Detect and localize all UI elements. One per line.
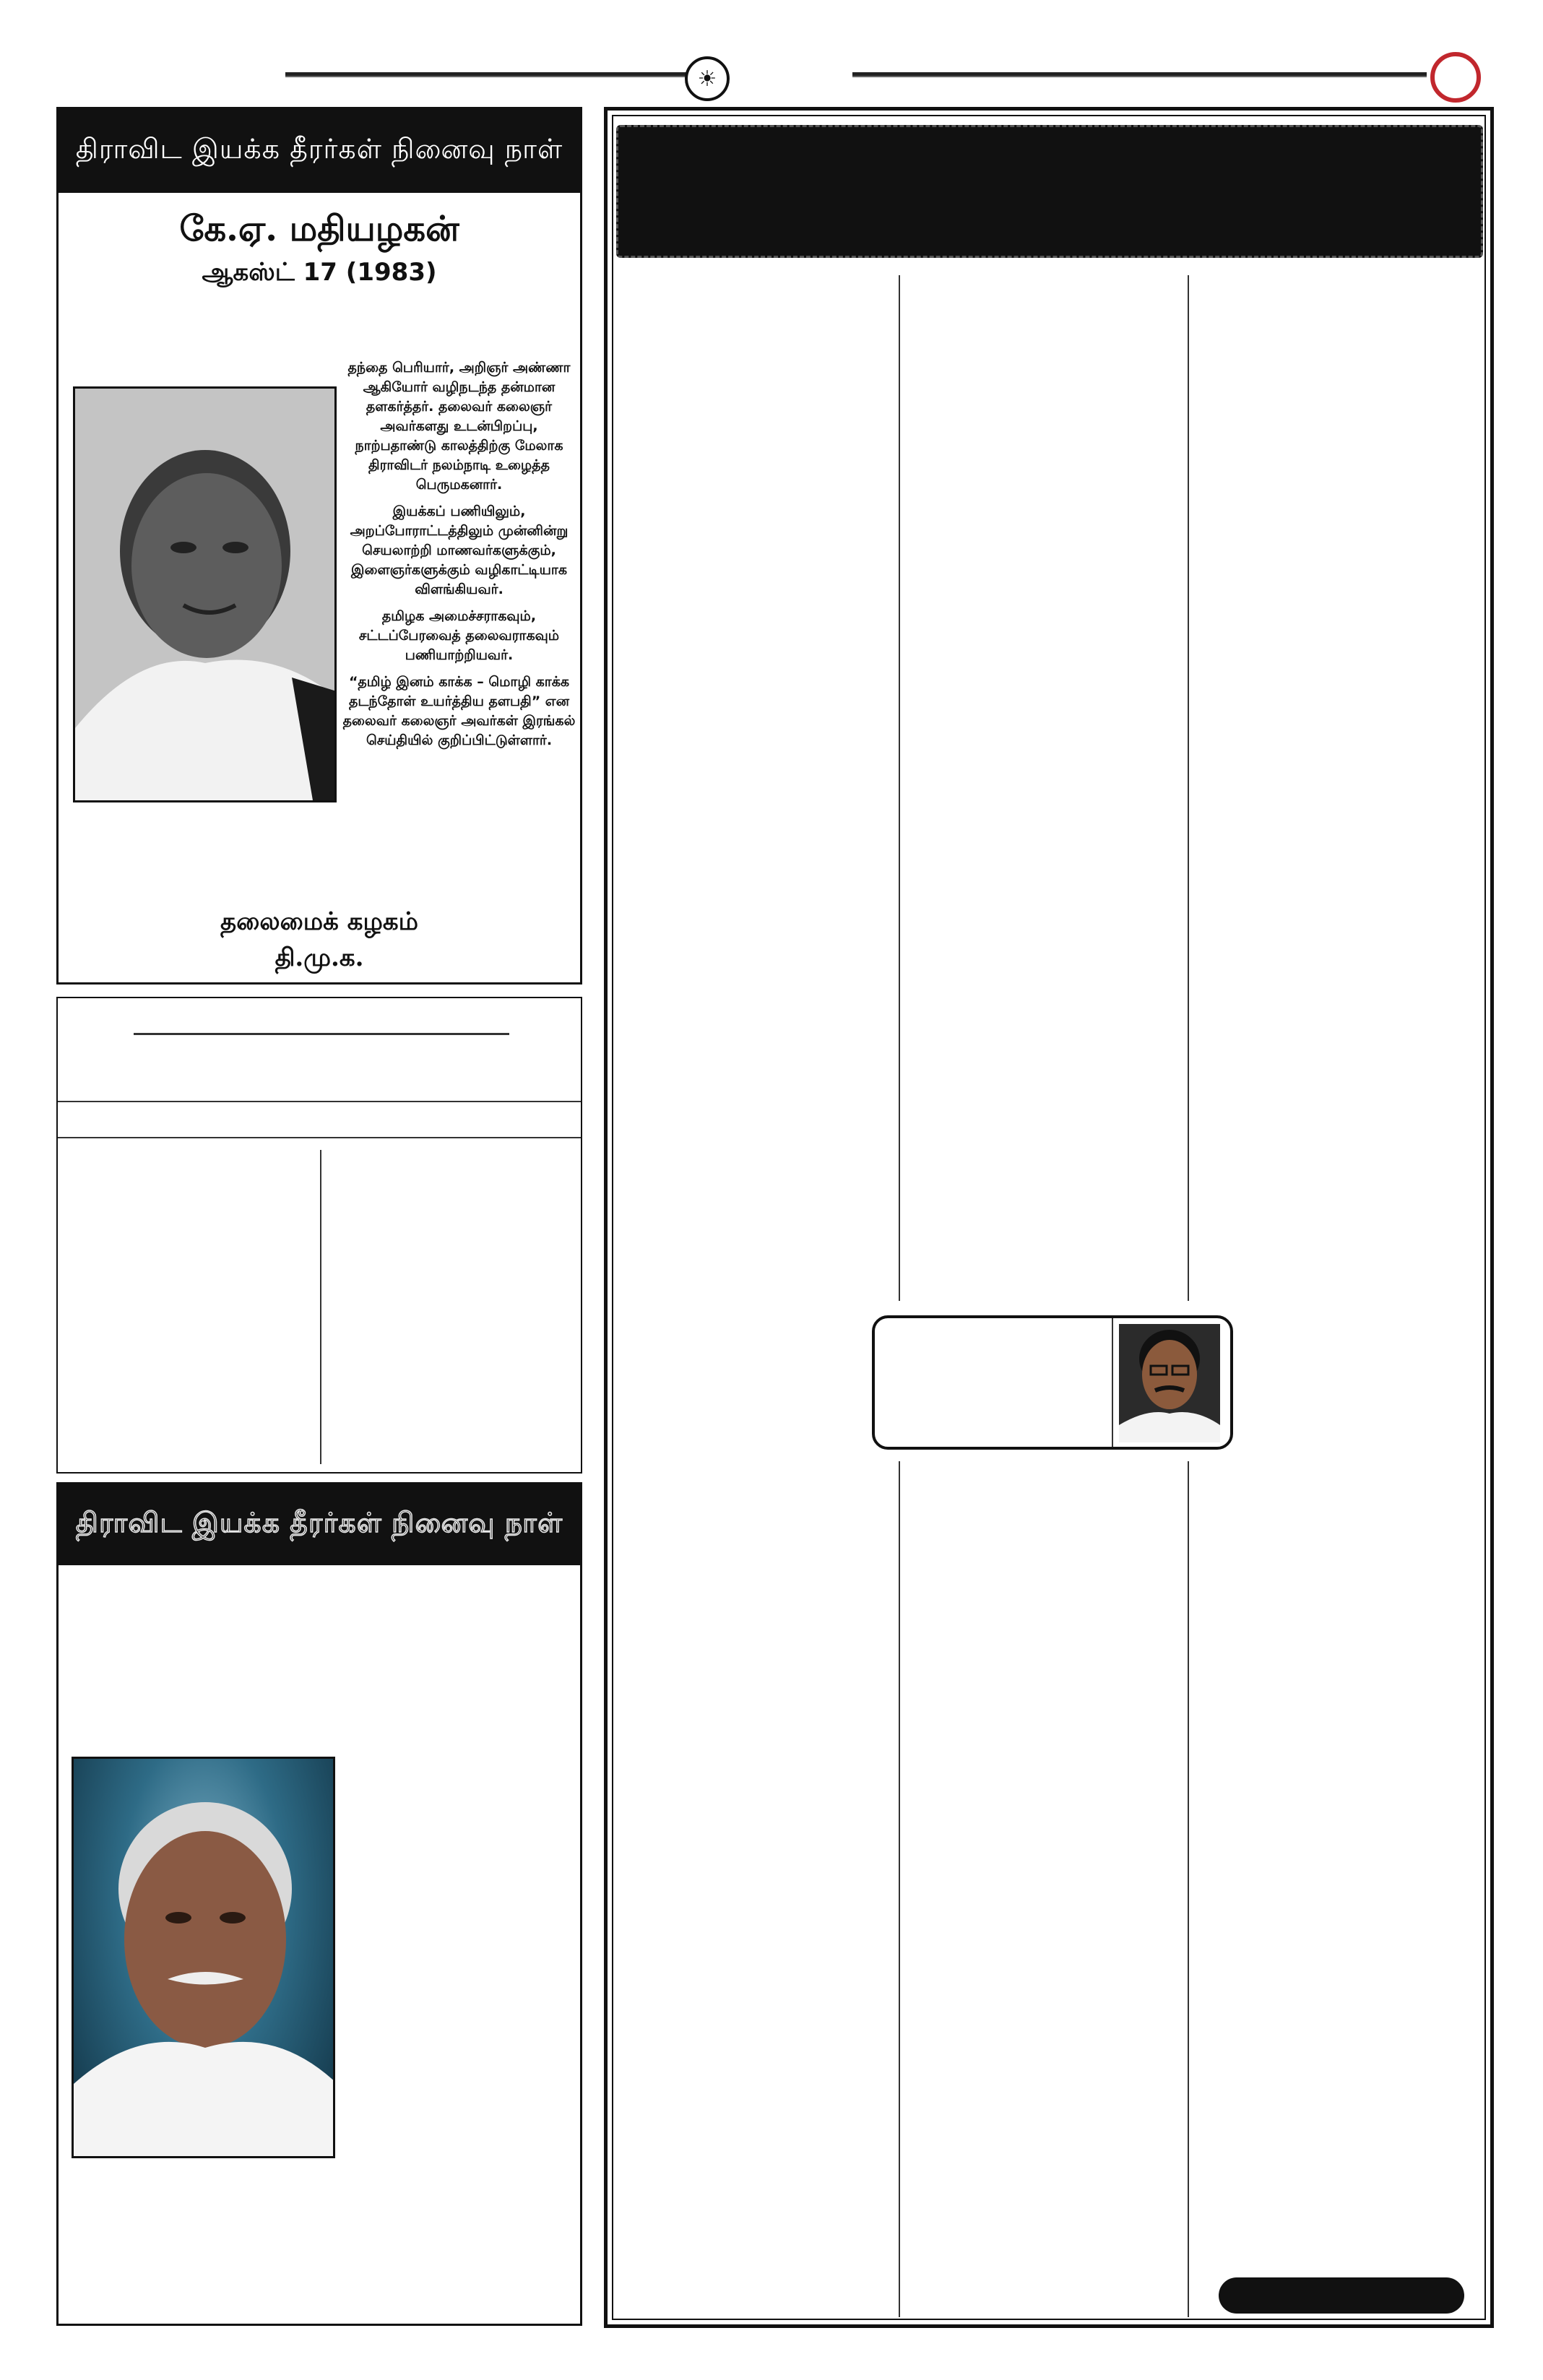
tribute-signature	[59, 904, 580, 976]
page-number-ring-icon	[1430, 52, 1481, 103]
article-column-rule	[899, 275, 900, 1301]
author-figure	[1119, 1324, 1220, 1442]
signature-line-2: தி.மு.க.	[275, 943, 364, 972]
middle-box	[56, 997, 582, 1474]
bio-paragraph: இயக்கப் பணியிலும், அறப்போராட்டத்திலும் முன்னின்று செயலாற்றி மாணவர்களுக்கும், இளைஞர்களுக்கும் வழிகாட்டியாக விளங்கியவர்.	[350, 503, 569, 597]
middle-box-column-rule	[320, 1150, 321, 1464]
article-column-rule	[899, 1461, 900, 2317]
page-footer-pill	[1219, 2277, 1464, 2314]
article-column-rule	[1188, 1461, 1189, 2317]
middle-box-title-rule	[134, 1033, 509, 1035]
middle-box-divider	[58, 1101, 581, 1102]
signature-line-1: தலைமைக் கழகம்	[220, 907, 418, 936]
tribute-band-1	[59, 109, 580, 193]
tribute-date: ஆகஸ்ட் 17 (1983)	[202, 258, 437, 287]
article-column-rule	[1188, 275, 1189, 1301]
tribute-band-title: திராவிட இயக்க தீரர்கள் நினைவு நாள்	[75, 133, 563, 165]
tribute-bio	[342, 358, 576, 758]
article-headline-block	[616, 125, 1483, 258]
tribute-box-1	[56, 107, 582, 985]
bio-paragraph: தமிழக அமைச்சராகவும், சட்டப்பேரவைத் தலைவராகவும் பணியாற்றியவர்.	[358, 608, 560, 663]
bio-paragraph: தந்தை பெரியார், அறிஞர் அண்ணா ஆகியோர் வழிநடந்த தன்மான தளகர்த்தர். தலைவர் கலைஞர் அவர்களது உடன்பிறப்பு, நாற்பதாண்டு காலத்திற்கு மேலாக திராவிடர் நலம்நாடி உழைத்த பெருமகனார்.	[347, 360, 571, 493]
article-panel-inner-border	[612, 115, 1486, 2320]
rising-sun-emblem-icon: ☀	[685, 56, 730, 101]
article-panel	[604, 107, 1494, 2328]
portrait-figure-1	[75, 389, 337, 802]
portrait-figure-2	[74, 1759, 335, 2158]
author-inset-box	[872, 1315, 1233, 1450]
header-rule-right	[852, 72, 1427, 77]
tribute-band-title: திராவிட இயக்க தீரர்கள் நினைவு நாள்	[75, 1507, 563, 1539]
tribute-name: கே.ஏ. மதியழகன்	[179, 209, 459, 249]
header-rule-left	[285, 72, 686, 77]
tribute-band-2	[59, 1484, 580, 1565]
bio-paragraph: “தமிழ் இனம் காக்க – மொழி காக்க தடந்தோள் உயர்த்திய தளபதி” என தலைவர் கலைஞர் அவர்கள் இரங்கல் செய்தியில் குறிப்பிட்டுள்ளார்.	[342, 674, 576, 748]
author-photo	[1119, 1324, 1220, 1442]
middle-box-divider	[58, 1137, 581, 1138]
author-inset-divider	[1112, 1318, 1113, 1448]
tribute-box-2	[56, 1482, 582, 2326]
portrait-photo-2	[72, 1757, 335, 2158]
portrait-photo-1	[73, 386, 337, 802]
